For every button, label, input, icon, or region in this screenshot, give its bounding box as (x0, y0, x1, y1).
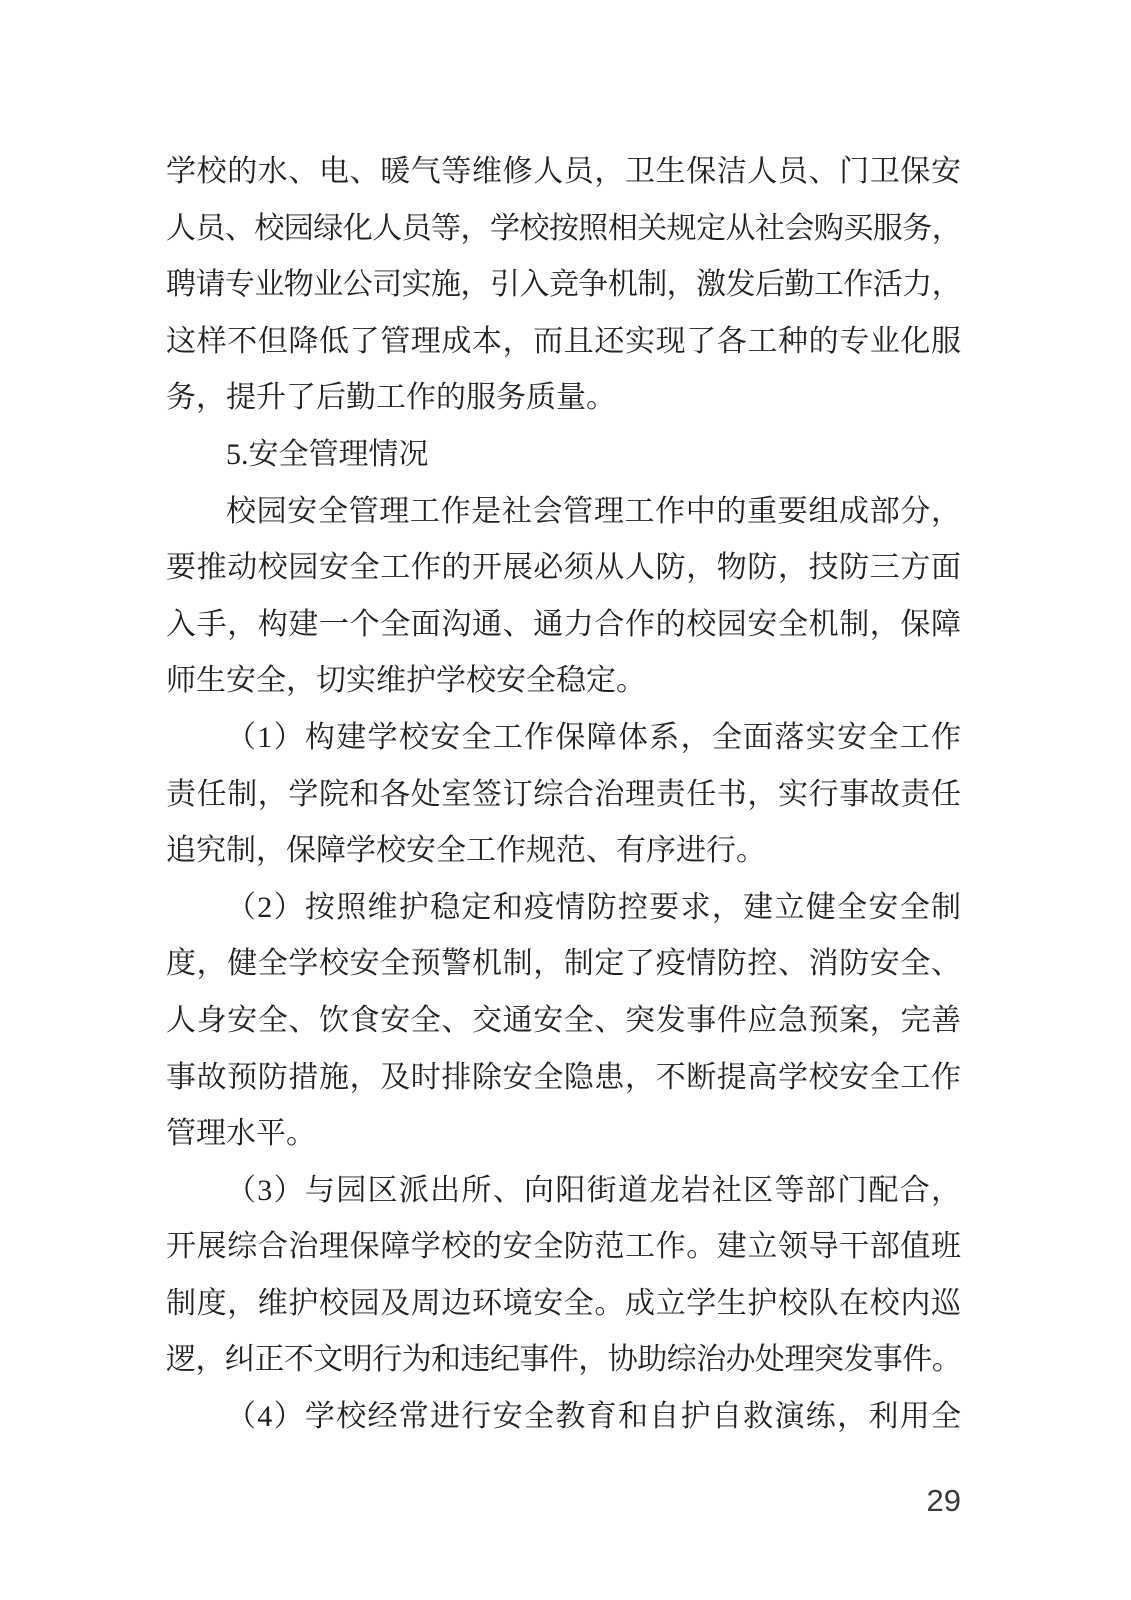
page-number: 29 (926, 1483, 961, 1518)
paragraph-line: 事故预防措施，及时排除安全隐患，不断提高学校安全工作 (166, 1060, 961, 1094)
paragraph-line: 入手，构建一个全面沟通、通力合作的校园安全机制，保障 (166, 607, 961, 641)
paragraph-line: 责任制，学院和各处室签订综合治理责任书，实行事故责任 (166, 777, 961, 811)
paragraph-line: 务，提升了后勤工作的服务质量。 (166, 381, 616, 415)
paragraph-line: 管理水平。 (166, 1117, 316, 1151)
paragraph-line: 要推动校园安全工作的开展必须从人防，物防，技防三方面 (166, 551, 961, 585)
paragraph-line: 学校的水、电、暖气等维修人员，卫生保洁人员、门卫保安 (166, 155, 961, 188)
paragraph-line: 逻，纠正不文明行为和违纪事件，协助综治办处理突发事件。 (166, 1343, 961, 1377)
paragraph-line: （3）与园区派出所、向阳街道龙岩社区等部门配合， (226, 1173, 961, 1207)
paragraph-line: （2）按照维护稳定和疫情防控要求，建立健全安全制 (226, 890, 961, 924)
paragraph-line: 人身安全、饮食安全、交通安全、突发事件应急预案，完善 (166, 1003, 961, 1037)
paragraph-line: 校园安全管理工作是社会管理工作中的重要组成部分， (226, 494, 961, 528)
paragraph-line: 追究制，保障学校安全工作规范、有序进行。 (166, 834, 766, 868)
paragraph-line: 这样不但降低了管理成本，而且还实现了各工种的专业化服 (166, 324, 961, 358)
paragraph-line: 聘请专业物业公司实施，引入竞争机制，激发后勤工作活力， (166, 268, 961, 302)
paragraph-line: （1）构建学校安全工作保障体系，全面落实安全工作 (226, 720, 961, 754)
paragraph-line: 开展综合治理保障学校的安全防范工作。建立领导干部值班 (166, 1230, 961, 1264)
paragraph-line: 制度，维护校园及周边环境安全。成立学生护校队在校内巡 (166, 1286, 961, 1320)
paragraph-line: 师生安全，切实维护学校安全稳定。 (166, 664, 646, 698)
paragraph-line: （4）学校经常进行安全教育和自护自救演练，利用全 (226, 1400, 961, 1434)
section-heading: 5.安全管理情况 (226, 437, 429, 471)
paragraph-line: 度，健全学校安全预警机制，制定了疫情防控、消防安全、 (166, 947, 961, 981)
document-body (166, 144, 961, 1446)
paragraph-line: 人员、校园绿化人员等，学校按照相关规定从社会购买服务， (166, 211, 961, 245)
